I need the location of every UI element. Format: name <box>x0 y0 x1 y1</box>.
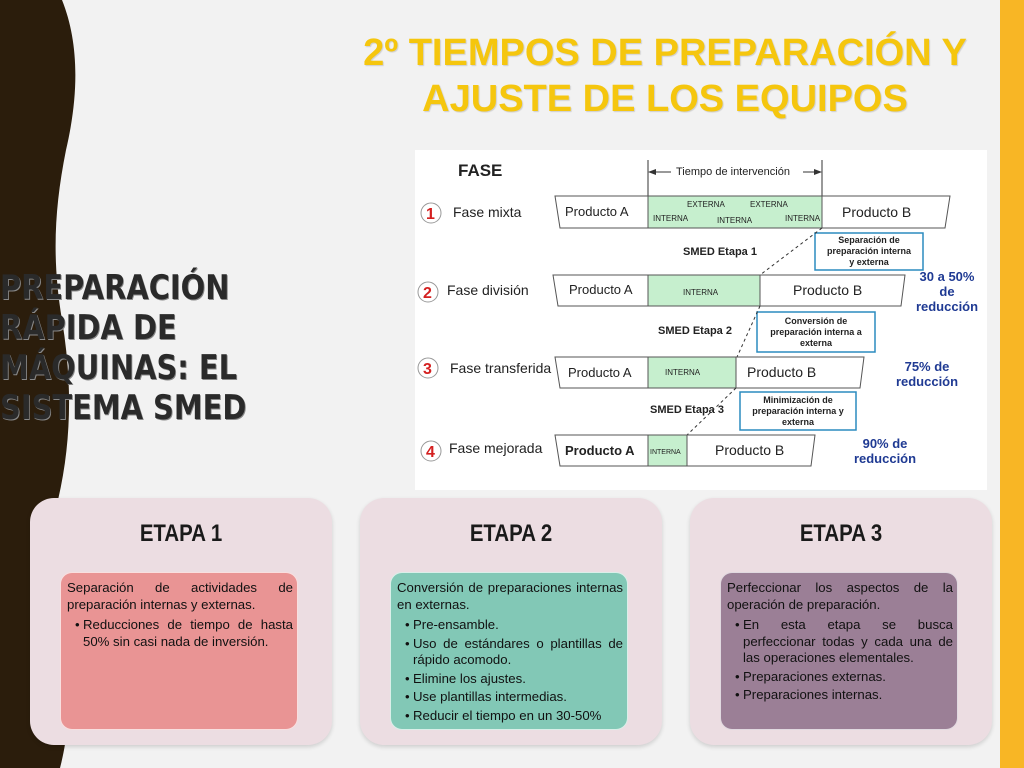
reduction-2-line-2: reducción <box>895 374 959 389</box>
row3-product-a-label: Producto A <box>568 365 632 380</box>
stage-1-content <box>60 572 298 730</box>
stage-3-bullet: • Preparaciones externas. <box>735 669 953 686</box>
arrow-head-left <box>648 169 656 175</box>
smed-phase-diagram <box>415 150 987 490</box>
stage-3-content <box>720 572 958 730</box>
arrow-head-right <box>814 169 822 175</box>
reduction-1-line-1: 30 a 50% <box>919 269 975 284</box>
stage-3-bullet: • En esta etapa se busca perfeccionar todas y cada una de las operaciones elementales. <box>735 617 953 667</box>
stage-card-3 <box>690 498 992 745</box>
row1-product-a-label: Producto A <box>565 204 629 219</box>
step-box-1-line-3: y externa <box>849 257 889 267</box>
row2-product-a-label: Producto A <box>569 282 633 297</box>
stage-1-title: ETAPA 1 <box>139 520 223 547</box>
row1-number: 1 <box>426 206 435 223</box>
intervention-label: Tiempo de intervención <box>676 166 790 178</box>
stage-1-bullet: • Reducciones de tiempo de hasta 50% sin casi nada de inversión. <box>75 617 293 650</box>
step-box-1-line-2: preparación interna <box>826 246 912 256</box>
row1-label: Fase mixta <box>453 204 522 220</box>
reduction-2-line-1: 75% de <box>904 359 950 374</box>
step-box-1-line-1: Separación de <box>838 235 900 245</box>
stage-3-title: ETAPA 3 <box>799 520 883 547</box>
step-box-3-line-3: externa <box>781 417 815 427</box>
stage-2-bullet: • Use plantillas intermedias. <box>405 689 623 706</box>
stage-2-bullet: • Uso de estándares o plantillas de rápido acomodo. <box>405 636 623 669</box>
row3-label: Fase transferida <box>450 360 552 376</box>
row1-externa-1: EXTERNA <box>687 200 725 209</box>
row3-interna: INTERNA <box>665 368 701 377</box>
row2-product-b-label: Producto B <box>793 282 863 298</box>
row4-number: 4 <box>426 444 435 461</box>
step-box-2-line-3: externa <box>799 338 833 348</box>
title-line-2: AJUSTE DE LOS EQUIPOS <box>422 78 908 120</box>
row1-interna-1: INTERNA <box>653 214 689 223</box>
row1-externa-2: EXTERNA <box>750 200 788 209</box>
stage-2-content <box>390 572 628 730</box>
stage-1-intro: Separación de actividades de preparación internas y externas. <box>67 580 293 612</box>
stage-card-2 <box>360 498 662 745</box>
row1-product-b-label: Producto B <box>842 204 912 220</box>
stage-2-bullet: • Pre-ensamble. <box>405 617 623 634</box>
row2-number: 2 <box>423 285 432 302</box>
stage-3-bullets <box>727 617 953 704</box>
step-box-2-line-1: Conversión de <box>784 316 848 326</box>
step-box-2-line-2: preparación interna a <box>770 327 862 337</box>
smed-diagram-svg <box>415 150 987 490</box>
row4-product-b-label: Producto B <box>715 442 785 458</box>
title-line-1: 2º TIEMPOS DE PREPARACIÓN Y <box>363 32 967 74</box>
row3-number: 3 <box>423 361 432 378</box>
reduction-1-line-3: reducción <box>915 299 979 314</box>
fase-header: FASE <box>458 161 503 180</box>
reduction-1-line-2: de <box>939 284 955 299</box>
reduction-3-line-1: 90% de <box>862 436 908 451</box>
row1-interna-3: INTERNA <box>785 214 821 223</box>
smed-step-3: SMED Etapa 3 <box>650 404 724 416</box>
step-box-3-line-2: preparación interna y <box>752 406 844 416</box>
dashed-guide-1 <box>760 228 822 275</box>
stage-1-bullets <box>67 617 293 650</box>
smed-step-2: SMED Etapa 2 <box>658 325 732 337</box>
accent-bar <box>1000 0 1024 768</box>
stage-3-bullet: • Preparaciones internas. <box>735 687 953 704</box>
stage-2-title: ETAPA 2 <box>469 520 553 547</box>
row2-label: Fase división <box>447 282 529 298</box>
reduction-3-line-2: reducción <box>853 451 917 466</box>
side-heading: PREPARACIÓN RÁPIDA DE MÁQUINAS: EL SISTEMA SMED <box>0 268 247 428</box>
row1-interna-2: INTERNA <box>717 216 753 225</box>
row4-label: Fase mejorada <box>449 440 543 456</box>
stage-2-bullets <box>397 617 623 724</box>
step-box-3-line-1: Minimización de <box>763 395 833 405</box>
row4-product-a-label: Producto A <box>565 443 635 458</box>
row3-product-b-label: Producto B <box>747 364 817 380</box>
stage-2-bullet: • Elimine los ajustes. <box>405 671 623 688</box>
row2-interna: INTERNA <box>683 288 719 297</box>
stage-3-intro: Perfeccionar los aspectos de la operación de preparación. <box>727 580 953 612</box>
stage-2-bullet: • Reducir el tiempo en un 30-50% <box>405 708 623 725</box>
stage-card-1 <box>30 498 332 745</box>
row4-interna: INTERNA <box>650 449 681 456</box>
page-title <box>330 30 1000 122</box>
smed-step-1: SMED Etapa 1 <box>683 246 757 258</box>
stage-2-intro: Conversión de preparaciones internas en externas. <box>397 580 623 612</box>
